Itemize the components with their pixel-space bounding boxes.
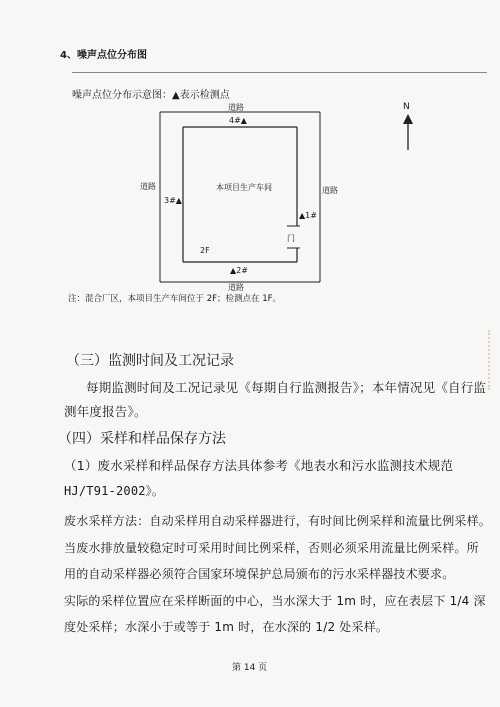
monitoring-paragraph-line1: 每期监测时间及工况记录见《每期自行监测报告》；本年情况见《自行监 bbox=[86, 380, 487, 395]
north-arrow-head bbox=[403, 114, 413, 124]
section-heading-sampling: （四）采样和样品保存方法 bbox=[58, 431, 226, 447]
gate-label: 门 bbox=[287, 234, 295, 243]
monitoring-paragraph-line2: 测年度报告》。 bbox=[64, 404, 147, 419]
wastewater-paragraph-line1: 废水采样方法：自动采样用自动采样器进行，有时间比例采样和流量比例采样。 bbox=[64, 514, 492, 528]
section-heading-noise-map: 4、噪声点位分布图 bbox=[60, 50, 147, 61]
point-label-1: ▲1# bbox=[299, 211, 317, 220]
road-label-left: 道路 bbox=[140, 182, 156, 191]
building-label: 本项目生产车间 bbox=[216, 183, 272, 192]
point-label-4: 4#▲ bbox=[229, 116, 247, 125]
noise-point-diagram bbox=[0, 0, 500, 320]
road-label-bottom: 道路 bbox=[228, 283, 244, 292]
section-heading-monitoring-time: （三）监测时间及工况记录 bbox=[66, 353, 234, 369]
floor-label: 2F bbox=[200, 246, 210, 255]
north-label: N bbox=[403, 102, 410, 112]
road-label-top: 道路 bbox=[228, 103, 244, 112]
diagram-caption: 噪声点位分布示意图：▲表示检测点 bbox=[72, 90, 230, 101]
wastewater-paragraph-line3: 用的自动采样器必须符合国家环境保护总局颁布的污水采样器技术要求。 bbox=[64, 567, 455, 581]
diagram-note: 注：混合厂区，本项目生产车间位于 2F；检测点在 1F。 bbox=[68, 294, 282, 304]
sampling-position-line1: 实际的采样位置应在采样断面的中心，当水深大于 1m 时，应在表层下 1/4 深 bbox=[64, 594, 486, 608]
item1-line2: HJ/T91-2002》。 bbox=[64, 484, 165, 498]
item1-line1: （1）废水采样和样品保存方法具体参考《地表水和污水监测技术规范 bbox=[64, 458, 454, 473]
point-label-2: ▲2# bbox=[230, 266, 248, 275]
road-label-right: 道路 bbox=[322, 186, 338, 195]
page-number: 第 14 页 bbox=[232, 663, 268, 673]
wastewater-paragraph-line2: 当废水排放量较稳定时可采用时间比例采样，否则必须采用流量比例采样。所 bbox=[64, 541, 479, 555]
point-label-3: 3#▲ bbox=[164, 196, 182, 205]
sampling-position-line2: 度处采样；水深小于或等于 1m 时，在水深的 1/2 处采样。 bbox=[64, 620, 389, 634]
stamp-remnant bbox=[488, 330, 500, 390]
